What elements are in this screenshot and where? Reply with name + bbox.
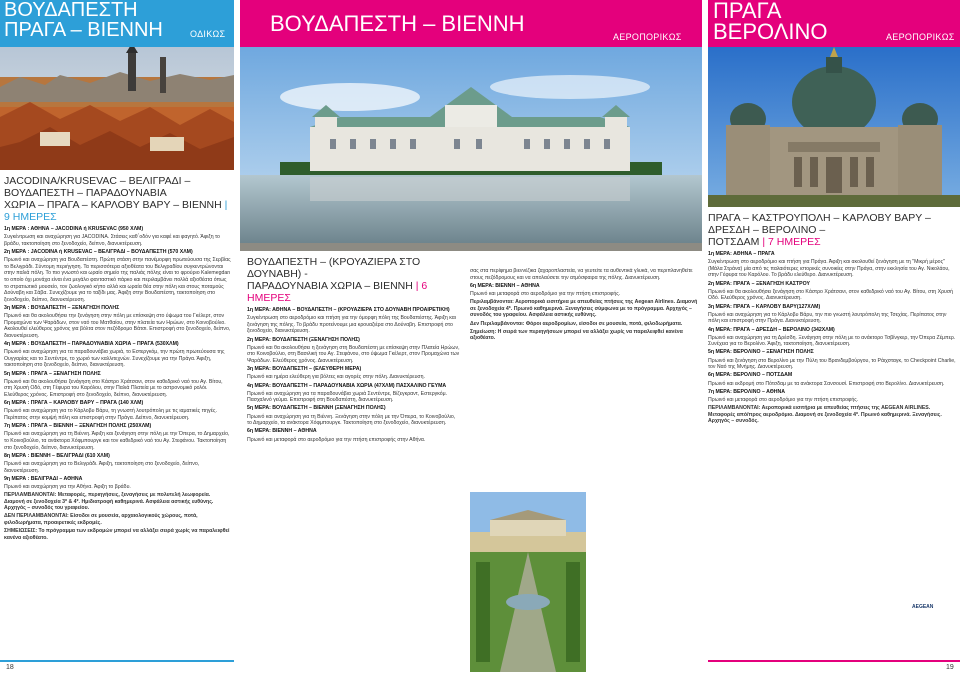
middle-day5-text: Πρωινό και αναχώρηση για τη Βιέννη. Ξενάγηση στην πόλη με την Όπερα, το Κοινοβούλιο, το Δημαρχείο, τα ανάκτορα Χόφμπουργκ. Τακτοποίηση στο ξενοδοχείο, διανυκτέρευση.	[247, 413, 456, 427]
middle-days: | 6 ΗΜΕΡΕΣ	[247, 280, 428, 304]
left-day3-heading: 3η ΜΕΡΑ : ΒΟΥΔΑΠΕΣΤΗ – ΞΕΝΑΓΗΣΗ ΠΟΛΗΣ	[4, 304, 120, 311]
right-included: ΠΕΡΙΛΑΜΒΑΝΟΝΤΑΙ: Αεροπορικά εισιτήρια με απευθείας πτήσεις της AEGEAN AIRLINES. Μεταφορές από/προς αεροδρόμιο. Διαμονή σε ξενοδοχεία 4*. Πρωινό καθημερινά. Ξεναγήσεις. Αρχηγός – συνοδός.	[708, 405, 942, 425]
middle-excluded: Δεν Περιλαμβάνονται: Φόροι αεροδρομίων, είσοδοι σε μουσεία, ποτά, φιλοδωρήματα.	[470, 320, 683, 327]
middle-day4-text: Πρωινό και αναχώρηση για τα παραδουνάβια χωριά Σεντέντρε, Βίζεγκραντ, Εστεργκόμ. Πασχαλινό γεύμα. Επιστροφή στη Βουδαπέστη, διανυκτέρευση.	[247, 390, 448, 404]
banner-left-sub: ΟΔΙΚΩΣ	[190, 29, 226, 39]
right-day2-heading: 2η ΜΕΡΑ: ΠΡΑΓΑ – ΞΕΝΑΓΗΣΗ ΚΑΣΤΡΟΥ	[708, 280, 810, 287]
left-day2-text: Πρωινό και αναχώρηση για Βουδαπέστη. Πρώτη στάση στην πανέμορφη πρωτεύουσα της Σερβίας το Βελιγράδι. Σύντομη περιήγηση. Τα περισσότερα αξιοθέατα του Βελιγραδίου συγκεντρώνονται στην παλιά πόλη. Το πιο γνωστό και ωραίο σημείο της παλιάς πόλης είναι το φρούριο Kalemegdan το οποίο όχι μονάχα είναι ένα μεγάλο φανταστικό πάρκο και περιλαμβάνει πολλά αξιοθέατα όπως το στρατιωτικό μουσείο, τον ζωολογικό κήπο αλλά και ωραία θέα στην πόλη και στους ποταμούς Δούναβη και Σάβα. Συνεχίζουμε για το ταξίδι μας. Άφιξη στην Βουδαπέστη, τακτοποίηση στο ξενοδοχείο, δείπνο, διανυκτέρευση.	[4, 257, 231, 303]
middle-day1-text: Συγκέντρωση στο αεροδρόμιο και πτήση για την όμορφη πόλη της Βουδαπέστης. Άφιξη και ξενάγηση της πόλης. Το βράδυ προτείνουμε μια κρουαζιέρα στο Δούναβη. Επιστροφή στο ξενοδοχείο, διανυκτέρευση.	[247, 315, 456, 335]
left-day7-heading: 7η ΜΕΡΑ : ΠΡΑΓΑ – ΒΙΕΝΝΗ – ΞΕΝΑΓΗΣΗ ΠΟΛΗΣ (250ΧΛΜ)	[4, 423, 152, 430]
middle-day5-heading: 5η ΜΕΡΑ: ΒΟΥΔΑΠΕΣΤΗ – ΒΙΕΝΝΗ (ΞΕΝΑΓΗΣΗ ΠΟΛΗΣ)	[247, 405, 386, 412]
right-footer-bar	[708, 660, 960, 662]
aegean-logo: AEGEAN	[912, 604, 934, 610]
left-day7-text: Πρωινό και αναχώρηση για τη Βιέννη. Άφιξη και ξενάγηση στην πόλη με την Όπερα, το Δημαρχείο, το Κοινοβούλιο, τα ανάκτορα Χόφμπουργκ και τον καθεδρικό ναό του Αγ. Στεφάνου. Τακτοποίηση στο ξενοδοχείο, δείπνο, διανυκτέρευση.	[4, 431, 230, 451]
banner-right-sub: ΑΕΡΟΠΟΡΙΚΩΣ	[886, 32, 955, 42]
left-day3-text: Πρωινό και θα ακολουθήσει την ξενάγηση στην πόλη με επίσκεψη στο ύψωμα του Γκέλερτ, στον Προμαχώνα των Ψαράδων, στον ναό του Ματθαίου, στην πλατεία των Ηρώων, στο Κοινοβούλιο. Ακολουθεί ελεύθερος χρόνος για βόλτα στον πεζόδρομο Βάτσι. Επιστροφή στο ξενοδοχείο, δείπνο, διανυκτέρευση.	[4, 313, 231, 339]
right-day7-text: Πρωινό και μεταφορά στο αεροδρόμιο για την πτήση επιστροφής.	[708, 397, 859, 403]
photo-schonbrunn-gardens	[470, 492, 586, 672]
banner-middle-sub: ΑΕΡΟΠΟΡΙΚΩΣ	[613, 32, 682, 42]
left-day2-heading: 2η ΜΕΡΑ : JACODINA ή KRUSEVAC – ΒΕΛΙΓΡΑΔΙ – ΒΟΥΔΑΠΕΣΤΗ (570 ΧΛΜ)	[4, 248, 193, 255]
right-day5-text: Πρωινό και ξενάγηση στο Βερολίνο με την Πύλη του Βρανδεμβούργου, το Ράιχσταγκ, το Checkpoint Charlie, τον Ναό της Μνήμης. Διανυκτέρευση.	[708, 357, 956, 371]
left-day4-heading: 4η ΜΕΡΑ : ΒΟΥΔΑΠΕΣΤΗ – ΠΑΡΑΔΟΥΝΑΒΙΑ ΧΩΡΙΑ – ΠΡΑΓΑ (530ΧΛΜ)	[4, 341, 179, 348]
left-day8-heading: 8η ΜΕΡΑ : ΒΙΕΝΝΗ – ΒΕΛΙΓΡΑΔΙ (610 ΧΛΜ)	[4, 452, 110, 459]
right-itinerary-title	[708, 212, 956, 248]
banner-left	[0, 0, 234, 47]
right-title-line2: ΠΟΤΣΔΑΜ	[708, 236, 760, 248]
left-day5-heading: 5η ΜΕΡΑ : ΠΡΑΓΑ – ΞΕΝΑΓΗΣΗ ΠΟΛΗΣ	[4, 370, 101, 377]
banner-middle-title: ΒΟΥΔΑΠΕΣΤΗ – ΒΙΕΝΝΗ	[270, 11, 525, 36]
left-title-line1: JACODINA/KRUSEVAC – ΒΕΛΙΓΡΑΔΙ – ΒΟΥΔΑΠΕΣΤΗ – ΠΑΡΑΔΟΥΝΑΒΙΑ	[4, 175, 191, 199]
middle-notes: Σημείωση: Η σειρά των περιηγήσεων μπορεί να αλλάξει χωρίς να παραλειφθεί κανένα αξιοθέατο.	[470, 328, 683, 342]
right-day4-heading: 4η ΜΕΡΑ: ΠΡΑΓΑ – ΔΡΕΣΔΗ – ΒΕΡΟΛΙΝΟ (342ΧΛΜ)	[708, 326, 835, 333]
right-day3-heading: 3η ΜΕΡΑ: ΠΡΑΓΑ – ΚΑΡΛΟΒΥ ΒΑΡΥ(127ΧΛΜ)	[708, 303, 821, 310]
left-excluded: ΔΕΝ ΠΕΡΙΛΑΜΒΑΝΟΝΤΑΙ: Είσοδοι σε μουσεία, αρχαιολογικούς χώρους, ποτά, φιλοδωρήματα, προαιρετικές εκδρομές.	[4, 513, 198, 527]
right-day1-text: Συγκέντρωση στο αεροδρόμιο και πτήση για Πράγα. Άφιξη και ακολουθεί ξενάγηση με τη "Μικρή μέρος" (Μάλα Στράνα) μία από τις παλαιότερες ιστορικές συνοικίες στην Πράγα, στην εκκλησία του Αγ. Νικολάου, στην Γέφυρα του Καρόλου. Το βράδυ ελεύθερο. Διανυκτέρευση.	[708, 259, 950, 279]
left-day9-text: Πρωινό και αναχώρηση για την Αθήνα. Άφιξη το βράδυ.	[4, 483, 131, 490]
left-day1-heading: 1η ΜΕΡΑ : ΑΘΗΝΑ – JACODINA ή KRUSEVAC (950 ΧΛΜ)	[4, 226, 144, 232]
middle-day3-heading: 3η ΜΕΡΑ: ΒΟΥΔΑΠΕΣΤΗ – (ΕΛΕΥΘΕΡΗ ΜΕΡΑ)	[247, 366, 362, 373]
middle-day1-heading: 1η ΜΕΡΑ: ΑΘΗΝΑ – ΒΟΥΔΑΠΕΣΤΗ – (ΚΡΟΥΑΖΙΕΡΑ ΣΤΟ ΔΟΥΝΑΒΗ ΠΡΟΑΙΡΕΤΙΚΗ)	[247, 307, 450, 313]
left-day5-text: Πρωινό και θα ακολουθήσει ξενάγηση στο Κάστρο Χράτσανι, στον καθεδρικό ναό του Αγ. Βίτου, στη Χρυσή Οδό, στη Γέφυρα του Καρόλου, στην Παλιά Πλατεία με το αστρονομικό ρολόι. Ελεύθερος χρόνος. Επιστροφή στο ξενοδοχείο, δείπνο, διανυκτέρευση.	[4, 378, 223, 398]
right-day3-text: Πρωινό και αναχώρηση για το Κάρλοβυ Βάρυ, την πιο γνωστή λουτρόπολη της Τσεχίας. Περίπατος στην πόλη και επιστροφή στην Πράγα. Διανυκτέρευση.	[708, 311, 947, 325]
banner-right-line1: ΠΡΑΓΑ	[713, 0, 782, 23]
middle-itinerary-continued	[470, 268, 698, 488]
middle-itinerary	[247, 256, 461, 656]
banner-left-line1: ΒΟΥΔΑΠΕΣΤΗ	[4, 0, 138, 21]
right-day6-heading: 6η ΜΕΡΑ: ΒΕΡΟΛΙΝΟ – ΠΟΤΣΔΑΜ	[708, 372, 793, 379]
middle-included: Περιλαμβάνονται: Αεροπορικά εισιτήρια με απευθείας πτήσεις της Aegean Airlines. Διαμονή σε ξενοδοχεία 4*. Πρωινό καθημερινά. Ξεναγήσεις σύμφωνα με το πρόγραμμα. Αρχηγός – συνοδός του γραφείου. Ασφάλεια αστικής ευθύνης.	[470, 299, 698, 319]
middle-colb-text2: Πρωινό και μεταφορά στο αεροδρόμιο για την πτήση επιστροφής.	[470, 290, 621, 297]
middle-title-line1: ΒΟΥΔΑΠΕΣΤΗ – (ΚΡΟΥΑΖΙΕΡΑ ΣΤΟ ΔΟΥΝΑΒΗ) -	[247, 256, 421, 280]
banner-left-line2: ΠΡΑΓΑ – ΒΙΕΝΝΗ	[4, 19, 163, 41]
left-included: ΠΕΡΙΛΑΜΒΑΝΟΝΤΑΙ: Μεταφορές, περιηγήσεις, ξεναγήσεις με πολυτελή λεωφορεία. Διαμονή σε ξενοδοχεία 3* & 4*. Ημιδιατροφή καθημερινά. Ασφάλεια αστικής ευθύνης. Αρχηγός – συνοδός του γραφείου.	[4, 492, 214, 512]
left-notes: ΣΗΜΕΙΩΣΕΙΣ: Το πρόγραμμα των εκδρομών μπορεί να αλλάξει σειρά χωρίς να παραλειφθεί κανένα αξιοθέατο.	[4, 528, 230, 541]
left-itinerary-title	[4, 175, 232, 223]
right-day7-heading: 7η ΜΕΡΑ: ΒΕΡΟΛΙΝΟ – ΑΘΗΝΑ	[708, 388, 785, 395]
left-day8-text: Πρωινό και αναχώρηση για το Βελιγράδι. Άφιξη, τακτοποίηση στο ξενοδοχείο, δείπνο, διανυκτέρευση.	[4, 460, 200, 474]
middle-day6-text: Πρωινό και μεταφορά στο αεροδρόμιο για την πτήση επιστροφής στην Αθήνα.	[247, 436, 426, 443]
left-day6-text: Πρωινό και αναχώρηση για το Κάρλοβυ Βάρυ, τη γνωστή λουτρόπολη με τις ιαματικές πηγές. Περίπατος στην κομψή πόλη και επιστροφή στην Πράγα. Δείπνο, διανυκτέρευση.	[4, 408, 217, 421]
banner-right-line2: ΒΕΡΟΛΙΝΟ	[713, 19, 828, 44]
page-number-left: 18	[6, 664, 14, 671]
middle-itinerary-title	[247, 256, 461, 304]
right-day2-text: Πρωινό και θα ακολουθήσει ξενάγηση στο Κάστρο Χράτσανι, στον καθεδρικό ναό του Αγ. Βίτου, στη Χρυσή Οδό. Ελεύθερος χρόνος. Διανυκτέρευση.	[708, 288, 953, 302]
banner-middle	[240, 0, 702, 47]
middle-day6-heading: 6η ΜΕΡΑ: ΒΙΕΝΝΗ – ΑΘΗΝΑ	[247, 428, 317, 435]
middle-colb-heading: 6η ΜΕΡΑ: ΒΙΕΝΝΗ – ΑΘΗΝΑ	[470, 282, 540, 289]
right-day1-heading: 1η ΜΕΡΑ: ΑΘΗΝΑ – ΠΡΑΓΑ	[708, 251, 775, 257]
left-days: | 9 ΗΜΕΡΕΣ	[4, 199, 228, 223]
middle-colb-text: σας στα περίφημα βιεννέζικα ζαχαροπλαστεία, να γευτείτε τα αυθεντικά γλυκά, να περιπλανηθείτε στους πεζόδρομους και να απολαύσετε την ατμόσφαιρα της πόλης. Διανυκτέρευση.	[470, 268, 693, 281]
left-title-line2: ΧΩΡΙΑ – ΠΡΑΓΑ – ΚΑΡΛΟΒΥ ΒΑΡΥ – ΒΙΕΝΝΗ	[4, 199, 222, 211]
right-day6-text: Πρωινό και εκδρομή στο Πότσδαμ με τα ανάκτορα Σανσουσί. Επιστροφή στο Βερολίνο. Διανυκτέρευση.	[708, 380, 945, 387]
middle-day2-heading: 2η ΜΕΡΑ: ΒΟΥΔΑΠΕΣΤΗ (ΞΕΝΑΓΗΣΗ ΠΟΛΗΣ)	[247, 336, 360, 343]
middle-day4-heading: 4η ΜΕΡΑ: ΒΟΥΔΑΠΕΣΤΗ – ΠΑΡΑΔΟΥΝΑΒΙΑ ΧΩΡΙΑ (47ΧΛΜ) ΠΑΣΧΑΛΙΝΟ ΓΕΥΜΑ	[247, 382, 447, 389]
right-day4-text: Πρωινό και αναχώρηση για τη Δρέσδη. Ξενάγηση στην πόλη με το ανάκτορο Τσβίνγκερ, την Όπερα Ζέμπερ. Συνέχεια για το Βερολίνο. Άφιξη, τακτοποίηση, διανυκτέρευση.	[708, 334, 956, 348]
middle-day2-text: Πρωινό και θα ακολουθήσει η ξενάγηση στη Βουδαπέστη με επίσκεψη στην Πλατεία Ηρώων, στο Κοινοβούλιο, στη Βασιλική του Αγ. Στεφάνου, στο ύψωμα Γκέλερτ, στον Προμαχώνα των Ψαράδων. Ελεύθερος χρόνος. Διανυκτέρευση.	[247, 344, 460, 364]
left-day4-text: Πρωινό και αναχώρηση για τα παραδουνάβια χωριά, το Εστεργκόμ, την πρώτη πρωτεύουσα της Ουγγαρίας και το Σεντέντρε, το χωριό των καλλιτεχνών. Συνεχίζουμε για την Πράγα. Άφιξη, τακτοποίηση στο ξενοδοχείο, δείπνο, διανυκτέρευση.	[4, 349, 225, 369]
photo-berlin-cathedral	[708, 47, 960, 207]
middle-day3-text: Πρωινό και ημέρα ελεύθερη για βόλτες και αγορές στην πόλη. Διανυκτέρευση.	[247, 374, 425, 381]
right-itinerary	[708, 212, 956, 656]
right-title-line1: ΠΡΑΓΑ – ΚΑΣΤΡΟΥΠΟΛΗ – ΚΑΡΛΟΒΥ ΒΑΡΥ – ΔΡΕΣΔΗ – ΒΕΡΟΛΙΝΟ –	[708, 212, 931, 236]
right-days: | 7 ΗΜΕΡΕΣ	[762, 236, 821, 248]
photo-prague-rooftops	[0, 47, 234, 170]
left-day1-text: Συγκέντρωση και αναχώρηση για JACODINA. Στάσεις καθ΄οδόν για καφέ και φαγητό. Άφιξη το βράδυ, τακτοποίηση στο ξενοδοχείο, δείπνο, διανυκτέρευση.	[4, 234, 220, 247]
left-footer-bar	[0, 660, 234, 662]
left-itinerary	[4, 175, 232, 657]
left-day9-heading: 9η ΜΕΡΑ : ΒΕΛΙΓΡΑΔΙ – ΑΘΗΝΑ	[4, 475, 83, 482]
right-day5-heading: 5η ΜΕΡΑ: ΒΕΡΟΛΙΝΟ – ΞΕΝΑΓΗΣΗ ΠΟΛΗΣ	[708, 349, 814, 356]
banner-right	[708, 0, 960, 47]
middle-title-line2: ΠΑΡΑΔΟΥΝΑΒΙΑ ΧΩΡΙΑ – ΒΙΕΝΝΗ	[247, 280, 413, 292]
photo-belvedere-vienna	[240, 47, 702, 251]
left-day6-heading: 6η ΜΕΡΑ : ΠΡΑΓΑ – ΚΑΡΛΟΒΥ ΒΑΡΥ – ΠΡΑΓΑ (140 ΧΛΜ)	[4, 400, 144, 407]
page-number-right: 19	[946, 664, 954, 671]
